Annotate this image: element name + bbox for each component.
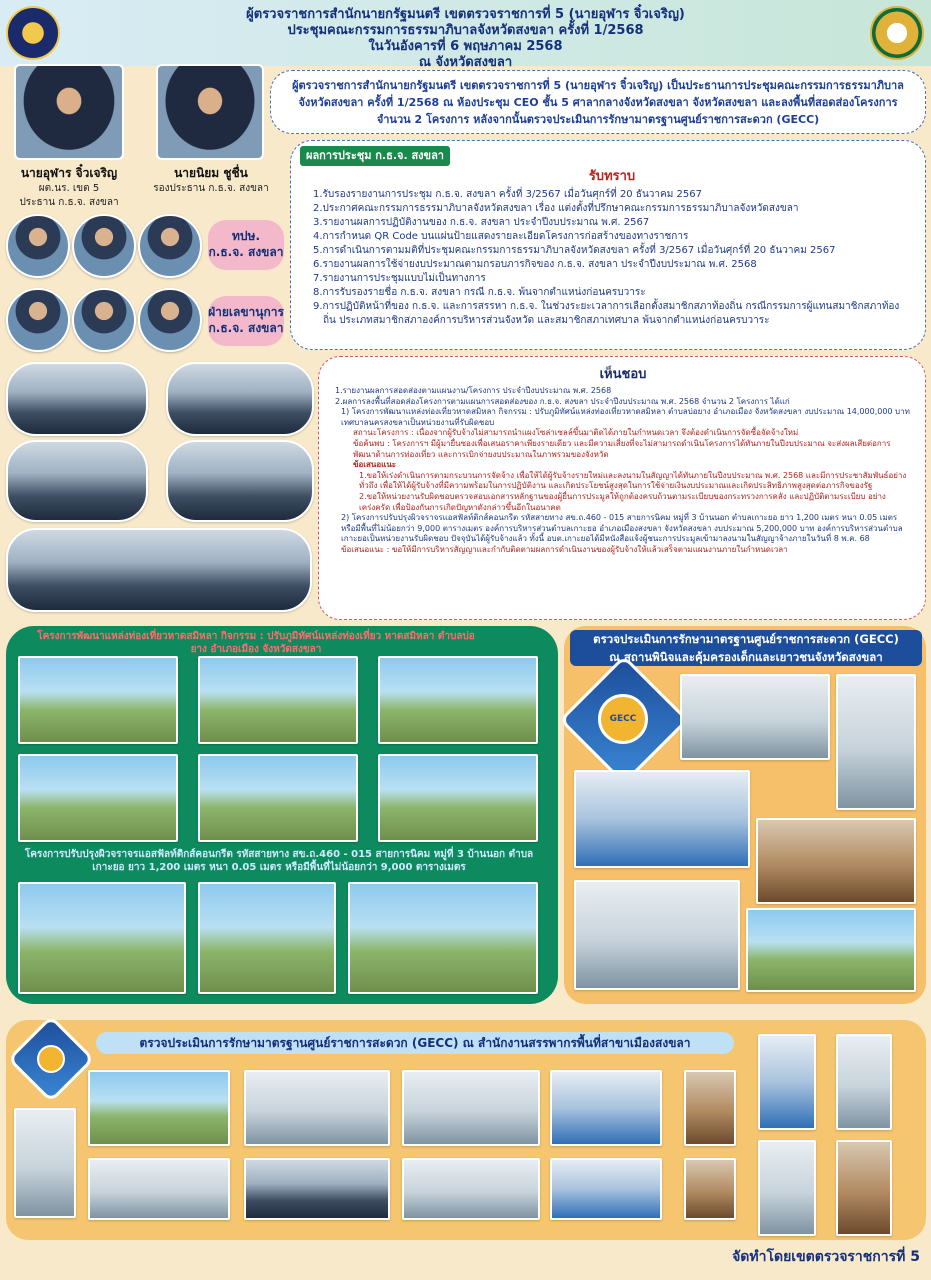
chairman-role-2: ประธาน ก.ธ.จ. สงขลา (19, 197, 119, 208)
header-line-1: ผู้ตรวจราชการสำนักนายกรัฐมนตรี เขตตรวจราชการที่ 5 (นายอุฬาร จิ๋วเจริญ) (246, 7, 685, 22)
revenue-photo-13 (684, 1158, 736, 1220)
secretariat-label (208, 296, 284, 346)
juvenile-photo-6 (746, 908, 916, 992)
juvenile-photo-3 (574, 770, 750, 868)
juvenile-photo-4 (756, 818, 916, 904)
received-item: 4.การกำหนด QR Code บนแผ่นป้ายแสดงรายละเอียดโครงการก่อสร้างของทางราชการ (313, 231, 689, 242)
approve-line-9: 2) โครงการปรับปรุงผิวจราจรแอสฟัลท์ติกส์คอนกรีต รหัสสายทาง สข.ถ.460 - 015 สายการนิคม หมู่ที่ 3 บ้านนอก ตำบลเกาะยอ ยาว 1,200 เมตร หนา 0.05 เมตร หรือมีพื้นที่ไม่น้อยกว่า 9,000 ตารางเมตร องค์การบริหารส่วนตำบลเกาะยอ อำเภอเมืองสงขลา จังหวัดสงขลา งบประมาณ 5,200,000 บาท องค์การบริหารส่วนตำบลเกาะยอเป็นหน่วยงานรับผิดชอบ ปัจจุบันได้ผู้รับจ้างแล้ว ทั้งนี้ อบต.เกาะยอได้มีหนังสือแจ้งผู้ชนะการประมูลเข้ามาลงนามในสัญญาจ้างภายในวันที่ 8 พ.ค. 68 (341, 513, 903, 544)
received-item: 9.การปฏิบัติหน้าที่ของ ก.ธ.จ. และการสรรหา ก.ธ.จ. ในช่วงระยะเวลาการเลือกตั้งสมาชิกสภาท้องถิ่น กรณีกรรมการผู้แทนสมาชิกสภาท้องถิ่น ประเภทสมาชิกสภาองค์การบริหารส่วนจังหวัด และสมาชิกสภาเทศบาล พ้นจากตำแหน่งก่อนครบวาระ (313, 301, 900, 326)
beach-photo-5 (198, 754, 358, 842)
received-item: 6.รายงานผลการใช้จ่ายงบประมาณตามกรอบภารกิจของ ก.ธ.จ. สงขลา ประจำปีงบประมาณ พ.ศ. 2568 (313, 259, 757, 270)
header-line-4: ณ จังหวัดสงขลา (418, 55, 513, 70)
secretariat-portrait-2 (72, 288, 136, 352)
chairman-photo (14, 64, 124, 160)
revenue-photo-7 (758, 1034, 816, 1130)
beach-photo-3 (378, 656, 538, 744)
road-photo-1 (18, 882, 186, 994)
revenue-photo-12 (550, 1158, 662, 1220)
meeting-photo-5 (6, 528, 312, 612)
revenue-photo-15 (836, 1140, 892, 1236)
secretariat-label-line2: ก.ธ.จ. สงขลา (208, 321, 284, 335)
secretariat-portrait-3 (138, 288, 202, 352)
revenue-photo-3 (244, 1070, 390, 1146)
approve-line-6: ข้อเสนอแนะ (353, 460, 397, 470)
received-item: 3.รายงานผลการปฏิบัติงานของ ก.ธ.จ. สงขลา ประจำปีงบประมาณ พ.ศ. 2567 (313, 217, 650, 228)
road-photo-3 (348, 882, 538, 994)
beach-photo-2 (198, 656, 358, 744)
approve-line-10: ข้อเสนอแนะ : ขอให้มีการบริหารสัญญาและกำกับติดตามผลการดำเนินงานของผู้รับจ้างให้แล้วเสร็จตามแผนงานภายในกำหนดเวลา (341, 544, 788, 554)
approve-line-7: 1.ขอให้เร่งดำเนินการตามกระบวนการจัดจ้าง เพื่อให้ได้ผู้รับจ้างรายใหม่และลงนามในสัญญาได้ทันภายในปีงบประมาณ พ.ศ. 2568 และมีการประชาสัมพันธ์อย่างทั่วถึง เพื่อให้ได้ผู้รับจ้างที่มีความพร้อมในการปฏิบัติงาน และเกิดประโยชน์สูงสุดในการใช้จ่ายเงินงบประมาณและเกิดประสิทธิภาพสูงสุดต่อภารกิจของรัฐ (359, 470, 907, 491)
gecc-revenue-title: ตรวจประเมินการรักษามาตรฐานศูนย์ราชการสะดวก (GECC) ณ สำนักงานสรรพากรพื้นที่สาขาเมืองสงขลา (96, 1032, 734, 1054)
received-item: 5.การดำเนินการตามมติที่ประชุมคณะกรรมการธรรมาภิบาลจังหวัดสงขลา ครั้งที่ 3/2567 เมื่อวันศุกร์ที่ 20 ธันวาคม 2567 (313, 245, 836, 256)
road-photo-2 (198, 882, 336, 994)
revenue-photo-10 (244, 1158, 390, 1220)
approve-line-1: 1.รายงานผลการสอดส่องตามแผนงาน/โครงการ ประจำปีงบประมาณ พ.ศ. 2568 (335, 386, 612, 395)
advisor-label-line2: ก.ธ.จ. สงขลา (208, 245, 284, 259)
juvenile-photo-1 (680, 674, 830, 760)
vice-chairman-photo (156, 64, 264, 160)
gecc-logo-badge-icon: GECC (598, 694, 648, 744)
revenue-photo-11 (402, 1158, 540, 1220)
meeting-photo-1 (6, 362, 148, 436)
revenue-photo-1 (14, 1108, 76, 1218)
revenue-photo-5 (550, 1070, 662, 1146)
footer-credit: จัดทำโดยเขตตรวจราชการที่ 5 (732, 1249, 920, 1265)
left-seal-icon (6, 6, 60, 60)
gecc-juvenile-title-1: ตรวจประเมินการรักษามาตรฐานศูนย์ราชการสะดวก (GECC) (570, 630, 922, 648)
intro-box (270, 70, 926, 134)
approve-line-4: สถานะโครงการ : เนื่องจากผู้รับจ้างไม่สามารถนำแผงโซล่าเซลล์ขึ้นมาติดได้ภายในกำหนดเวลา จึงต้องดำเนินการจัดซื้อจัดจ้างใหม่ (353, 428, 799, 438)
advisor-portrait-3 (138, 214, 202, 278)
approved-heading: เห็นชอบ (599, 367, 647, 382)
advisor-portrait-1 (6, 214, 70, 278)
gecc-logo-2-badge-icon (37, 1045, 65, 1073)
received-item: 8.การรับรองรายชื่อ ก.ธ.จ. สงขลา กรณี ก.ธ.จ. พ้นจากตำแหน่งก่อนครบวาระ (313, 287, 646, 298)
secretariat-portrait-1 (6, 288, 70, 352)
beach-project-caption: โครงการพัฒนาแหล่งท่องเที่ยวหาดสมิหลา กิจกรรม : ปรับภูมิทัศน์แหล่งท่องเที่ยว หาดสมิหลา ตำบลบ่อยาง อำเภอเมือง จังหวัดสงขลา (37, 631, 475, 655)
juvenile-photo-5 (574, 880, 740, 990)
revenue-photo-2 (88, 1070, 230, 1146)
gecc-juvenile-title-2: ณ สถานพินิจและคุ้มครองเด็กและเยาวชนจังหวัดสงขลา (570, 648, 922, 666)
beach-photo-1 (18, 656, 178, 744)
right-seal-icon (870, 6, 924, 60)
beach-photo-6 (378, 754, 538, 842)
approve-line-3: 1) โครงการพัฒนาแหล่งท่องเที่ยวหาดสมิหลา กิจกรรม : ปรับภูมิทัศน์แหล่งท่องเที่ยวหาดสมิหลา ตำบลบ่อยาง อำเภอเมือง จังหวัดสงขลา งบประมาณ 14,000,000 บาท เทศบาลนครสงขลาเป็นหน่วยงานที่รับผิดชอบ (341, 407, 910, 427)
approve-line-5: ข้อค้นพบ : โครงการฯ มีผู้มายื่นซองเพื่อเสนอราคาเพียงรายเดียว และมีความเสี่ยงที่จะไม่สามารถดำเนินโครงการได้ทันภายในปีงบประมาณ จะส่งผลเสียต่อการพัฒนาด้านการท่องเที่ยว และการเบิกจ่ายงบประมาณในภาพรวมของจังหวัด (353, 438, 891, 459)
secretariat-label-line1: ฝ่ายเลขานุการ (208, 305, 284, 319)
meeting-photo-4 (166, 440, 314, 522)
approve-box (318, 356, 926, 620)
vice-chairman-role: รองประธาน ก.ธ.จ. สงขลา (153, 183, 269, 194)
received-heading: รับทราบ (588, 169, 636, 184)
header-line-2: ประชุมคณะกรรมการธรรมาภิบาลจังหวัดสงขลา ครั้งที่ 1/2568 (287, 23, 644, 38)
approve-line-8: 2.ขอให้หน่วยงานรับผิดชอบตรวจสอบเอกสารหลักฐานของผู้ยื่นการประมูลให้ถูกต้องครบถ้วนตามระเบียบของกระทรวงการคลัง และปฏิบัติตามระเบียบ อย่างเคร่งครัด เพื่อป้องกันการเกิดปัญหาดังกล่าวขึ้นอีกในอนาคต (359, 491, 886, 512)
advisor-portrait-2 (72, 214, 136, 278)
advisor-label-line1: ทปษ. (232, 229, 260, 243)
intro-text: ผู้ตรวจราชการสำนักนายกรัฐมนตรี เขตตรวจราชการที่ 5 (นายอุฬาร จิ๋วเจริญ) เป็นประธานการประชุมคณะกรรมการธรรมาภิบาลจังหวัดสงขลา ครั้งที่ 1/2568 ณ ห้องประชุม CEO ชั้น 5 ศาลากลางจังหวัดสงขลา จังหวัดสงขลา และลงพื้นที่สอดส่องโครงการ จำนวน 2 โครงการ หลังจากนั้นตรวจประเมินการรักษามาตรฐานศูนย์ราชการสะดวก (GECC) (292, 79, 904, 126)
advisor-label (208, 220, 284, 270)
approve-line-2: 2.ผลการลงพื้นที่สอดส่องโครงการตามแผนการสอดส่องของ ก.ธ.จ. สงขลา ประจำปีงบประมาณ พ.ศ. 2568 จำนวน 2 โครงการ ได้แก่ (335, 396, 790, 406)
received-item: 1.รับรองรายงานการประชุม ก.ธ.จ. สงขลา ครั้งที่ 3/2567 เมื่อวันศุกร์ที่ 20 ธันวาคม 2567 (313, 189, 702, 200)
header-line-3: ในวันอังคารที่ 6 พฤษภาคม 2568 (368, 39, 563, 54)
revenue-photo-14 (758, 1140, 816, 1236)
road-project-caption: โครงการปรับปรุงผิวจราจรแอสฟัลท์ติกส์คอนกรีต รหัสสายทาง สข.ถ.460 - 015 สายการนิคม หมู่ที่ 3 บ้านนอก ตำบลเกาะยอ ยาว 1,200 เมตร หนา 0.05 เมตร หรือมีพื้นที่ไม่น้อยกว่า 9,000 ตารางเมตร (24, 849, 534, 873)
revenue-photo-4 (402, 1070, 540, 1146)
revenue-photo-9 (88, 1158, 230, 1220)
meeting-photo-3 (6, 440, 148, 522)
results-box (290, 140, 926, 350)
beach-photo-4 (18, 754, 178, 842)
revenue-photo-8 (836, 1034, 892, 1130)
received-list (313, 188, 911, 328)
juvenile-photo-2 (836, 674, 916, 810)
results-tab: ผลการประชุม ก.ธ.จ. สงขลา (300, 146, 450, 166)
revenue-photo-6 (684, 1070, 736, 1146)
vice-chairman-name: นายนิยม ชูชื่น (174, 166, 248, 180)
received-item: 2.ประกาศคณะกรรมการธรรมาภิบาลจังหวัดสงขลา เรื่อง แต่งตั้งที่ปรึกษาคณะกรรมการธรรมาภิบาลจังหวัดสงขลา (313, 203, 799, 214)
chairman-role-1: ผต.นร. เขต 5 (38, 183, 100, 194)
meeting-photo-2 (166, 362, 314, 436)
chairman-name: นายอุฬาร จิ๋วเจริญ (20, 166, 118, 180)
received-item: 7.รายงานการประชุมแบบไม่เป็นทางการ (313, 273, 486, 284)
